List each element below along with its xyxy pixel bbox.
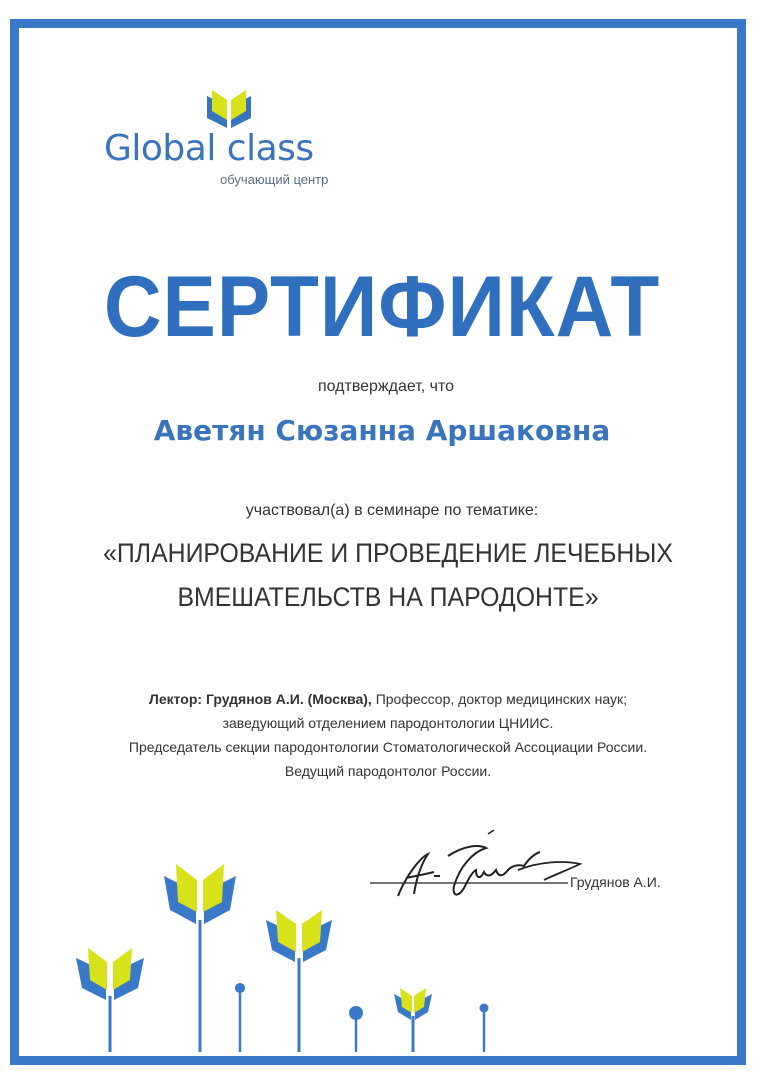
seminar-topic-line-1: «ПЛАНИРОВАНИЕ И ПРОВЕДЕНИЕ ЛЕЧЕБНЫХ — [103, 538, 673, 568]
lecturer-title: Профессор, доктор медицинских наук; — [371, 691, 627, 707]
logo-subtitle: обучающий центр — [220, 172, 329, 187]
lecturer-line-4: Ведущий пародонтолог России. — [284, 763, 492, 779]
participated-text: участвовал(а) в семинаре по тематике: — [245, 502, 539, 519]
logo-name: Global class — [104, 128, 314, 169]
signatory-name: Грудянов А.И. — [570, 874, 661, 890]
dot-stem — [349, 1006, 363, 1052]
lecturer-label: Лектор: Грудянов А.И. (Москва), — [149, 691, 372, 707]
book-flower-icon — [76, 948, 144, 1052]
confirms-text: подтверждает, что — [317, 378, 455, 395]
recipient-name: Аветян Сюзанна Аршаковна — [153, 414, 611, 447]
book-flower-icon — [394, 988, 432, 1052]
dot-stem — [235, 983, 245, 1052]
lecturer-line-3: Председатель секции пародонтологии Стоматологической Ассоциации России. — [128, 739, 648, 755]
lecturer-line-2: заведующий отделением пародонтологии ЦНИИС. — [222, 715, 554, 731]
seminar-topic-line-2: ВМЕШАТЕЛЬСТВ НА ПАРОДОНТЕ» — [177, 582, 599, 612]
book-flower-icon — [266, 910, 332, 1052]
dot-stem — [480, 1004, 489, 1053]
book-flower-icon — [164, 864, 236, 1052]
certificate-title: СЕРТИФИКАТ — [103, 259, 661, 355]
